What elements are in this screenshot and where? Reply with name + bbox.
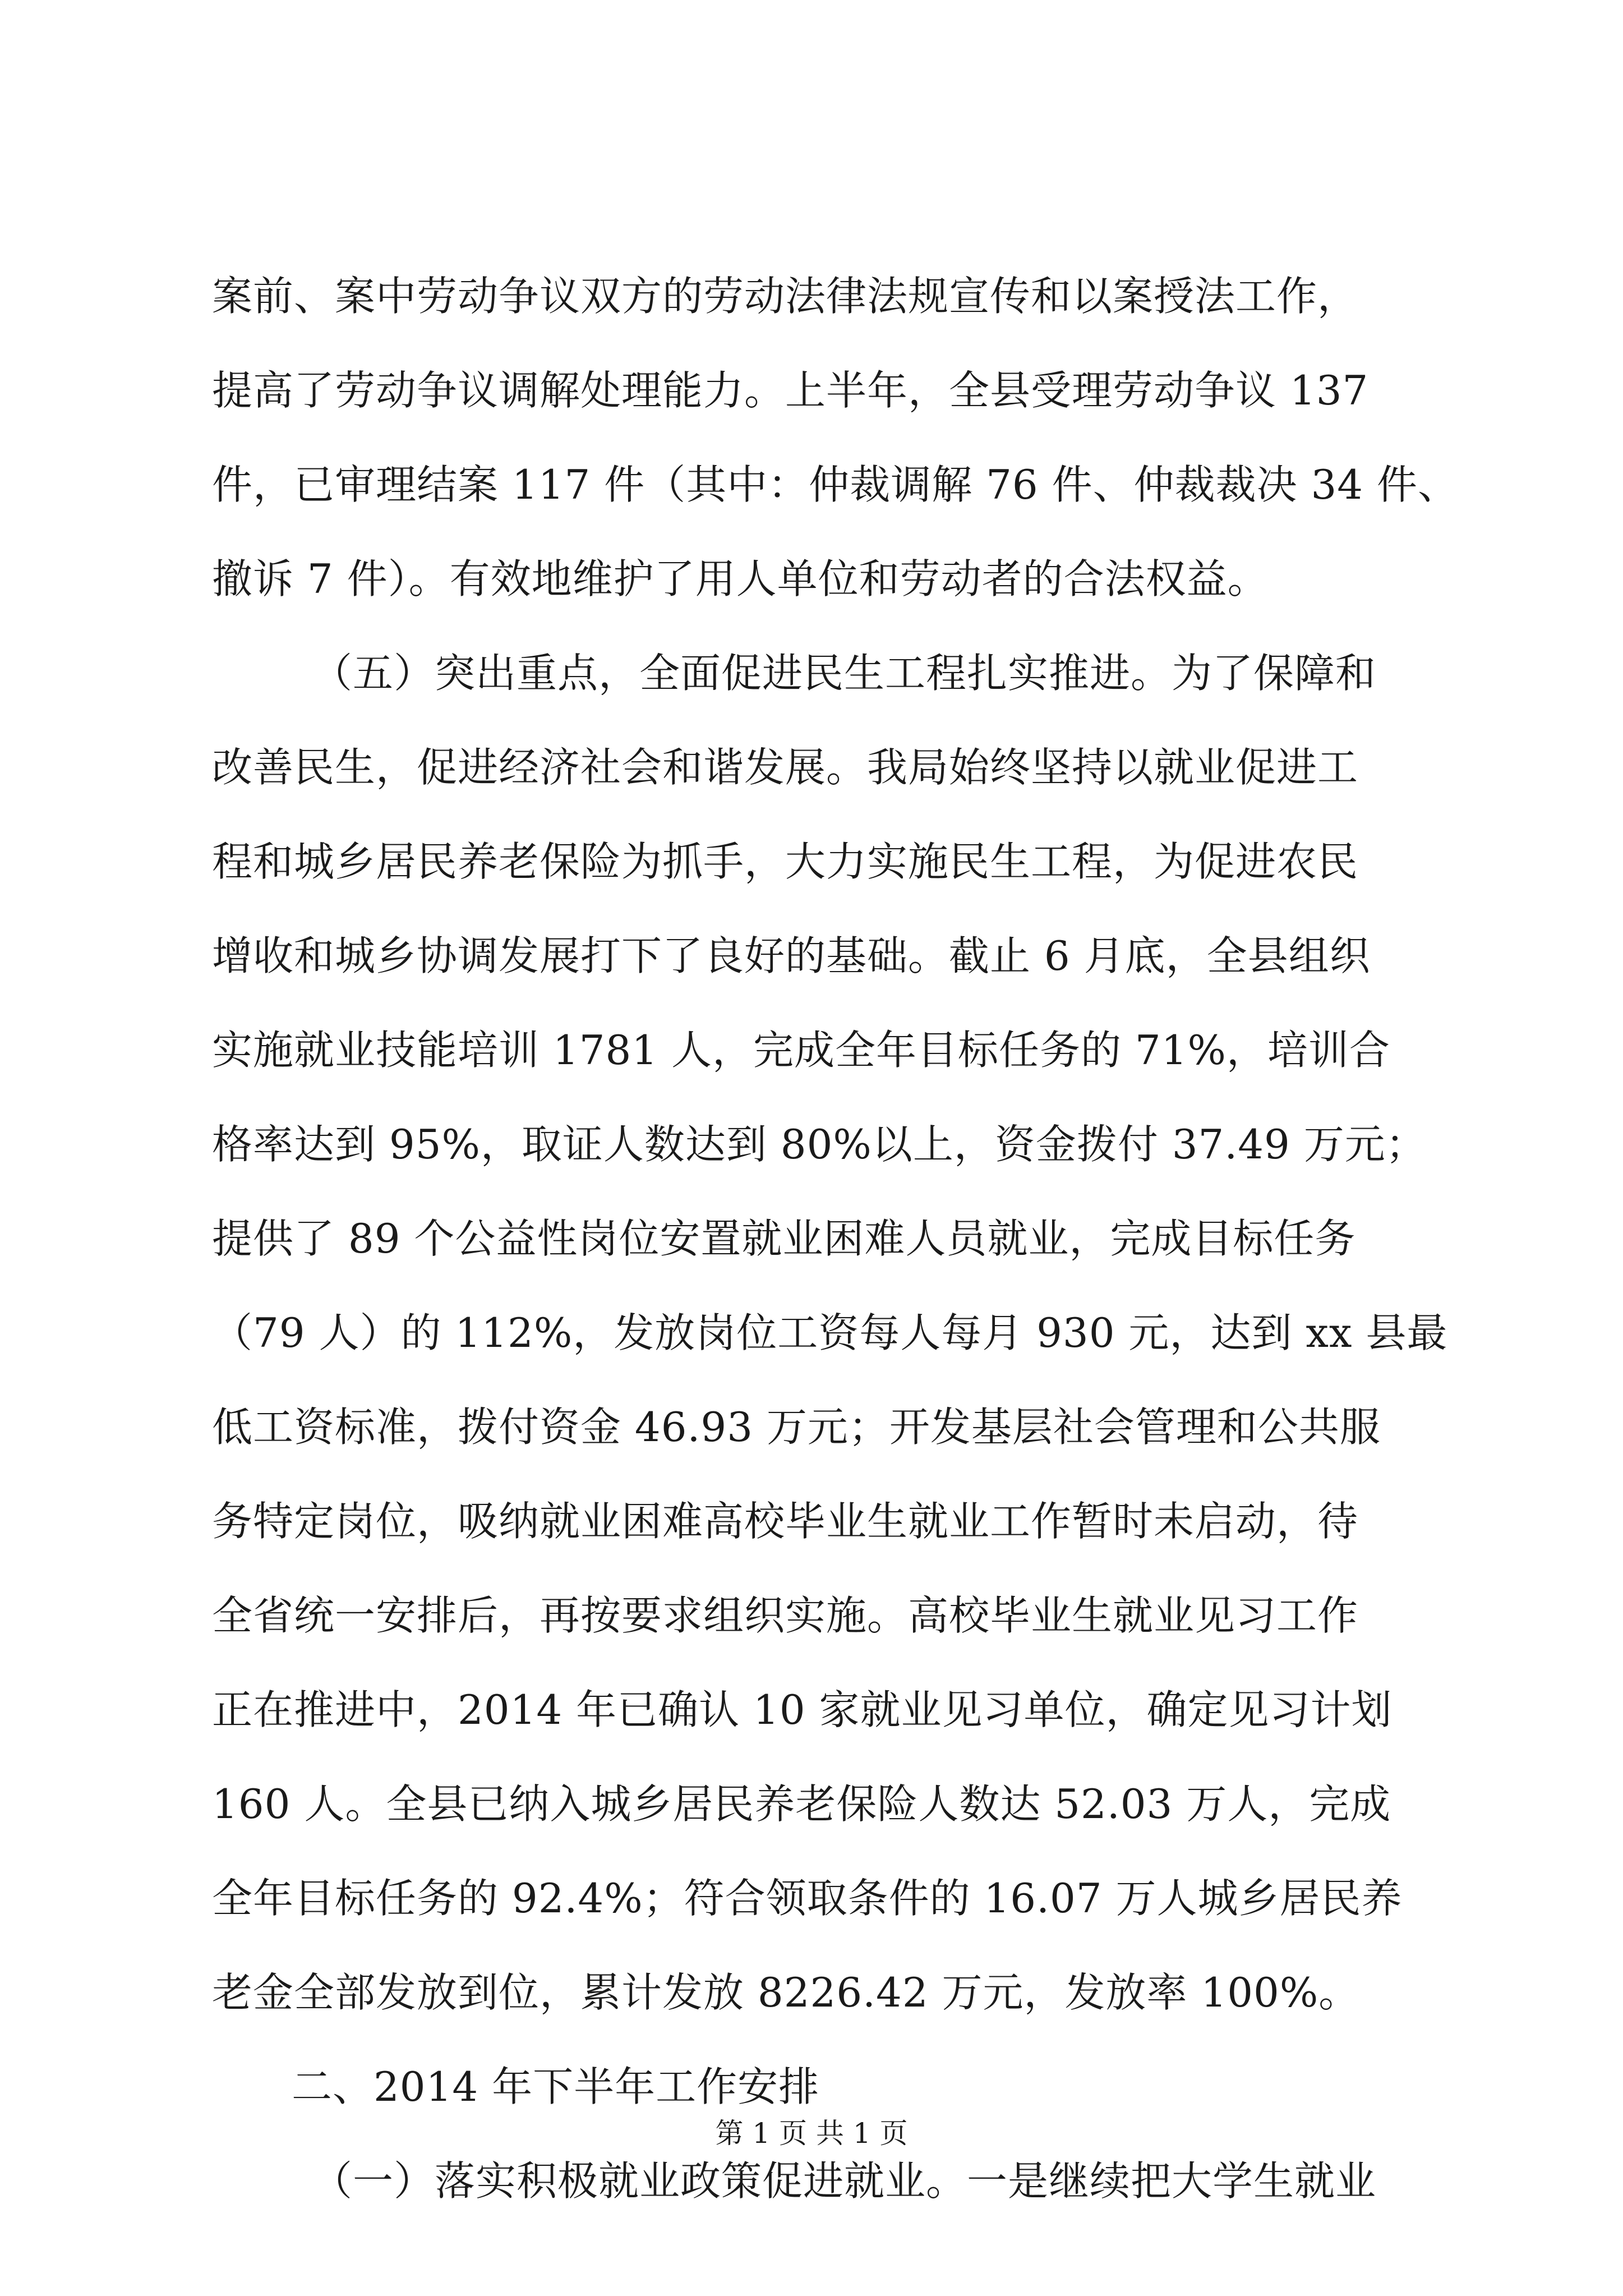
text-line: 增收和城乡协调发展打下了良好的基础。截止 6 月底，全县组织	[212, 932, 1371, 979]
text-line: 160 人。全县已纳入城乡居民养老保险人数达 52.03 万人，完成	[212, 1780, 1391, 1828]
section-heading-2: 二、2014 年下半年工作安排	[292, 2063, 820, 2110]
text-line: 老金全部发放到位，累计发放 8226.42 万元，发放率 100%。	[212, 1969, 1360, 2016]
text-line: 低工资标准，拨付资金 46.93 万元；开发基层社会管理和公共服	[212, 1404, 1381, 1451]
text-line: 全年目标任务的 92.4%；符合领取条件的 16.07 万人城乡居民养	[212, 1875, 1403, 1922]
text-line: 实施就业技能培训 1781 人，完成全年目标任务的 71%，培训合	[212, 1027, 1390, 1074]
text-line: 撤诉 7 件）。有效地维护了用人单位和劳动者的合法权益。	[212, 555, 1269, 602]
text-line: （79 人）的 112%，发放岗位工资每人每月 930 元，达到 xx 县最	[212, 1309, 1448, 1356]
text-line: 程和城乡居民养老保险为抓手，大力实施民生工程，为促进农民	[212, 838, 1359, 885]
paragraph-heading-5: （五）突出重点，全面促进民生工程扎实推进。为了保障和	[312, 650, 1377, 697]
text-line: 全省统一安排后，再按要求组织实施。高校毕业生就业见习工作	[212, 1592, 1359, 1639]
page-footer: 第 1 页 共 1 页	[715, 2117, 908, 2150]
paragraph-heading-1: （一）落实积极就业政策促进就业。一是继续把大学生就业	[312, 2157, 1377, 2205]
text-line: 件，已审理结案 117 件（其中：仲裁调解 76 件、仲裁裁决 34 件、	[212, 461, 1459, 508]
text-line: 格率达到 95%，取证人数达到 80%以上，资金拨付 37.49 万元；	[212, 1121, 1427, 1168]
text-line: 务特定岗位，吸纳就业困难高校毕业生就业工作暂时未启动，待	[212, 1498, 1359, 1545]
text-line: 案前、案中劳动争议双方的劳动法律法规宣传和以案授法工作，	[212, 273, 1359, 320]
text-line: 提供了 89 个公益性岗位安置就业困难人员就业，完成目标任务	[212, 1215, 1356, 1262]
text-line: 正在推进中，2014 年已确认 10 家就业见习单位，确定见习计划	[212, 1686, 1393, 1733]
text-line: 提高了劳动争议调解处理能力。上半年，全县受理劳动争议 137	[212, 367, 1369, 414]
text-line: 改善民生，促进经济社会和谐发展。我局始终坚持以就业促进工	[212, 744, 1359, 791]
